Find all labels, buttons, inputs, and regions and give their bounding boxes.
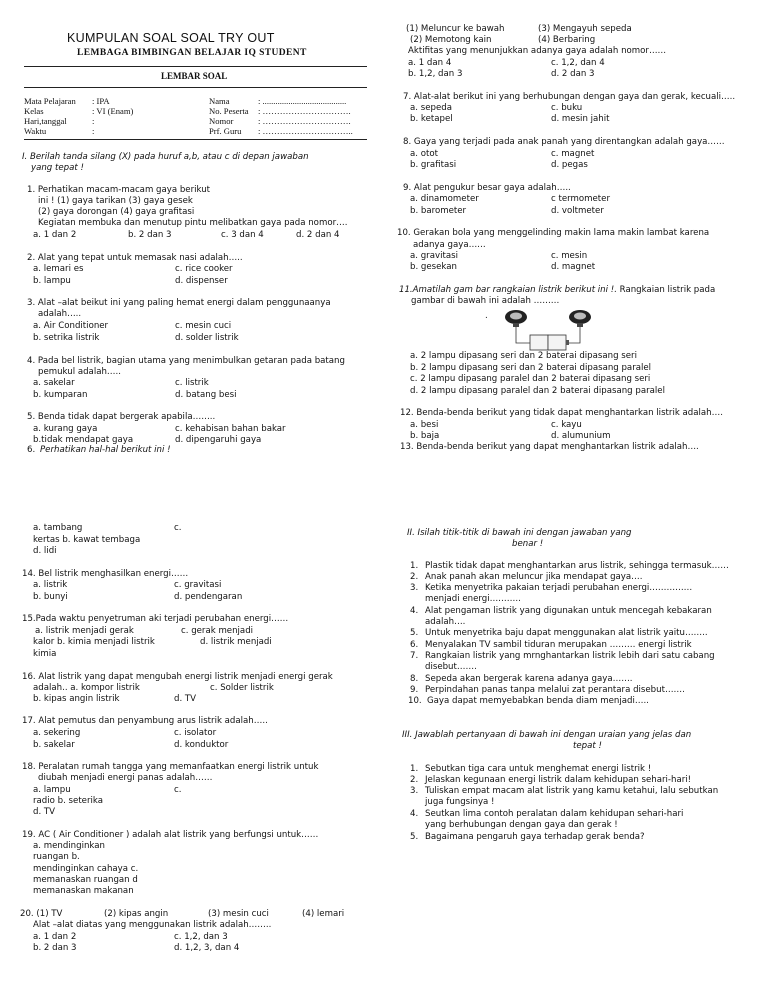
section-3-item-4: Seutkan lima contoh peralatan dalam kehidupan sehari-hari <box>425 809 684 819</box>
question-6: Perhatikan hal-hal berikut ini ! <box>40 445 171 455</box>
question-14: 14. Bel listrik menghasilkan energi…… <box>22 569 189 579</box>
question-19-line6: memanaskan makanan <box>33 886 134 896</box>
section-3-item-3-cont: juga fungsinya ! <box>425 797 495 807</box>
question-2: 2. Alat yang tepat untuk memasak nasi adalah….. <box>27 253 243 263</box>
question-16: 16. Alat listrik yang dapat mengubah energi listrik menjadi energi gerak <box>22 672 333 682</box>
question-10-option-d: d. magnet <box>551 262 596 272</box>
question-18-line2: diubah menjadi energi panas adalah…… <box>38 773 213 783</box>
question-9-option-b: b. barometer <box>410 206 467 216</box>
question-4-option-b: b. kumparan <box>33 390 88 400</box>
question-20-option-a: a. 1 dan 2 <box>33 932 77 942</box>
question-11-option-c: c. 2 lampu dipasang paralel dan 2 baterai dipasang seri <box>410 374 651 384</box>
question-19-line4: mendinginkan cahaya c. <box>33 864 139 874</box>
section-2-item-7: Rangkaian listrik yang mrnghantarkan listrik lebih dari satu cabang <box>425 651 715 661</box>
question-6-prompt: Aktifitas yang menunjukkan adanya gaya adalah nomor…… <box>408 46 667 56</box>
section-3-item-5: Bagaimana pengaruh gaya terhadap gerak benda? <box>425 832 645 842</box>
question-12-option-a: a. besi <box>410 420 439 430</box>
info-label-subject: Mata Pelajaran <box>24 96 76 106</box>
section-2-item-10: Gaya dapat memyebabkan benda diam menjadi….. <box>427 696 649 706</box>
question-18-option-a: a. lampu <box>33 785 71 795</box>
question-20: 20. (1) TV <box>20 909 63 919</box>
question-1-option-d: d. 2 dan 4 <box>296 230 340 240</box>
question-1-option-a: a. 1 dan 2 <box>33 230 77 240</box>
document-subtitle: LEMBAGA BIMBINGAN BELAJAR IQ STUDENT <box>77 48 307 58</box>
question-16-option-c: c. Solder listrik <box>210 683 274 693</box>
question-16-line2: adalah.. a. kompor listrik <box>33 683 140 693</box>
question-6-item-1: (1) Meluncur ke bawah <box>406 24 505 34</box>
question-20-option-b: b. 2 dan 3 <box>33 943 77 953</box>
question-17-option-a: a. sekering <box>33 728 81 738</box>
question-1: 1. Perhatikan macam-macam gaya berikut <box>27 185 211 195</box>
question-1-line2: ini ! (1) gaya tarikan (3) gaya gesek <box>38 196 193 206</box>
info-value-class: : VI (Enam) <box>92 106 134 116</box>
question-3-line2: adalah….. <box>38 309 82 319</box>
section-2-item-7-cont: disebut……. <box>425 662 477 672</box>
question-15-option-b-line: kalor b. kimia menjadi listrik <box>33 637 155 647</box>
question-5-option-b: b.tidak mendapat gaya <box>33 435 134 445</box>
question-6-option-c: c. <box>174 523 182 533</box>
question-10-option-a: a. gravitasi <box>410 251 458 261</box>
section-3-instruction: III. Jawablah pertanyaan di bawah ini dengan uraian yang jelas dan <box>402 730 692 740</box>
question-8-option-a: a. otot <box>410 149 438 159</box>
question-14-option-a: a. listrik <box>33 580 68 590</box>
question-15-option-d: d. listrik menjadi <box>200 637 272 647</box>
question-6-number: 6. <box>27 445 36 455</box>
question-6-item-3: (3) Mengayuh sepeda <box>538 24 632 34</box>
document-title: KUMPULAN SOAL SOAL TRY OUT <box>67 31 275 45</box>
section-2-item-9: Perpindahan panas tanpa melalui zat perantara disebut……. <box>425 685 685 695</box>
question-6-answer-b: b. 1,2, dan 3 <box>408 69 463 79</box>
question-3-option-d: d. solder listrik <box>175 333 239 343</box>
question-10-option-c: c. mesin <box>551 251 588 261</box>
question-6-answer-c: c. 1,2, dan 4 <box>551 58 605 68</box>
section-2-number-3: 3. <box>410 583 419 593</box>
question-8: 8. Gaya yang terjadi pada anak panah yang direntangkan adalah gaya…… <box>403 137 725 147</box>
question-7: 7. Alat-alat berikut ini yang berhubungan dengan gaya dan gerak, kecuali….. <box>403 92 736 102</box>
section-2-item-5: Untuk menyetrika baju dapat menggunakan alat listrik yaitu…….. <box>425 628 708 638</box>
section-2-number-6: 6. <box>410 640 419 650</box>
question-11-instruction: 11.Amatilah gam bar rangkaian listrik berikut ini !. <box>399 285 617 295</box>
info-value-name: : ....................................... <box>258 96 347 106</box>
question-2-option-a: a. lemari es <box>33 264 84 274</box>
question-17-option-b: b. sakelar <box>33 740 75 750</box>
section-2-item-3-cont: menjadi energi……….. <box>425 594 521 604</box>
question-18-option-c: c. <box>174 785 182 795</box>
info-label-class: Kelas <box>24 106 44 116</box>
section-2-number-10: 10. <box>408 696 422 706</box>
question-3-option-c: c. mesin cuci <box>175 321 232 331</box>
question-1-line3: (2) gaya dorongan (4) gaya grafitasi <box>38 207 195 217</box>
section-1-instruction: I. Berilah tanda silang (X) pada huruf a,b, atau c di depan jawaban <box>22 152 309 162</box>
info-value-participant-no: : …………………………. <box>258 106 351 116</box>
info-label-participant-no: No. Peserta <box>209 106 249 116</box>
question-7-option-d: d. mesin jahit <box>551 114 610 124</box>
section-2-number-4: 4. <box>410 606 419 616</box>
section-2-item-4: Alat pengaman listrik yang digunakan untuk mencegah kebakaran <box>425 606 712 616</box>
circuit-diagram <box>500 305 596 355</box>
battery-icon <box>530 335 569 350</box>
question-20-item-4: (4) lemari <box>302 909 345 919</box>
question-18: 18. Peralatan rumah tangga yang memanfaatkan energi listrik untuk <box>22 762 319 772</box>
question-20-option-d: d. 1,2, 3, dan 4 <box>174 943 240 953</box>
question-10-line2: adanya gaya…… <box>413 240 486 250</box>
question-8-option-c: c. magnet <box>551 149 595 159</box>
section-2-number-2: 2. <box>410 572 419 582</box>
section-2-number-5: 5. <box>410 628 419 638</box>
info-label-number: Nomor <box>209 116 234 126</box>
section-3-number-4: 4. <box>410 809 419 819</box>
section-2-item-1: Plastik tidak dapat menghantarkan arus listrik, sehingga termasuk…… <box>425 561 729 571</box>
question-11-option-a: a. 2 lampu dipasang seri dan 2 baterai dipasang seri <box>410 351 637 361</box>
question-9-option-d: d. voltmeter <box>551 206 604 216</box>
circuit-dot: . <box>485 311 488 321</box>
question-19-line3: ruangan b. <box>33 852 80 862</box>
info-label-teacher: Prf. Guru <box>209 126 242 136</box>
question-4-option-a: a. sakelar <box>33 378 75 388</box>
question-4-line2: pemukul adalah….. <box>38 367 121 377</box>
lamp-left-icon <box>505 310 527 327</box>
section-3-item-2: Jelaskan kegunaan energi listrik dalam kehidupan sehari-hari! <box>425 775 692 785</box>
question-5-option-d: d. dipengaruhi gaya <box>175 435 262 445</box>
question-15-option-e: kimia <box>33 649 57 659</box>
question-6-answer-d: d. 2 dan 3 <box>551 69 595 79</box>
question-6-item-2: (2) Memotong kain <box>410 35 492 45</box>
lamp-right-icon <box>569 310 591 327</box>
question-12: 12. Benda-benda berikut yang tidak dapat menghantarkan listrik adalah…. <box>400 408 723 418</box>
section-3-item-4-cont: yang berhubungan dengan gaya dan gerak ! <box>425 820 618 830</box>
question-1-option-c: c. 3 dan 4 <box>221 230 264 240</box>
question-2-option-c: c. rice cooker <box>175 264 233 274</box>
question-15-option-a: a. listrik menjadi gerak <box>35 626 134 636</box>
question-3-option-a: a. Air Conditioner <box>33 321 109 331</box>
question-11-option-b: b. 2 lampu dipasang seri dan 2 baterai dipasang paralel <box>410 363 652 373</box>
question-7-option-c: c. buku <box>551 103 583 113</box>
question-10-option-b: b. gesekan <box>410 262 457 272</box>
section-2-item-6: Menyalakan TV sambil tiduran merupakan ……… energi listrik <box>425 640 692 650</box>
question-17-option-c: c. isolator <box>174 728 217 738</box>
question-12-option-c: c. kayu <box>551 420 582 430</box>
question-19-line5: memanaskan ruangan d <box>33 875 138 885</box>
question-9: 9. Alat pengukur besar gaya adalah….. <box>403 183 571 193</box>
question-11 <box>399 285 715 296</box>
question-6-option-b-line: kertas b. kawat tembaga <box>33 535 141 545</box>
header-divider-bottom <box>24 139 367 140</box>
question-6-answer-a: a. 1 dan 4 <box>408 58 452 68</box>
question-17-option-d: d. konduktor <box>174 740 229 750</box>
question-18-option-d: d. TV <box>33 807 56 817</box>
question-6-option-a: a. tambang <box>33 523 83 533</box>
info-value-time: : <box>92 126 95 136</box>
section-3-instruction-cont: tepat ! <box>573 741 602 751</box>
question-12-option-d: d. alumunium <box>551 431 611 441</box>
question-14-option-c: c. gravitasi <box>174 580 222 590</box>
section-2-item-3: Ketika menyetrika pakaian terjadi perubahan energi…………… <box>425 583 693 593</box>
question-12-option-b: b. baja <box>410 431 440 441</box>
question-13: 13. Benda-benda berikut yang dapat menghantarkan listrik adalah…. <box>400 442 699 452</box>
question-17: 17. Alat pemutus dan penyambung arus listrik adalah….. <box>22 716 268 726</box>
section-2-item-2: Anak panah akan meluncur jika mendapat gaya…. <box>425 572 643 582</box>
question-15: 15.Pada waktu penyetruman aki terjadi perubahan energi…… <box>22 614 289 624</box>
question-20-item-2: (2) kipas angin <box>104 909 169 919</box>
question-3-option-b: b. setrika listrik <box>33 333 100 343</box>
section-2-number-9: 9. <box>410 685 419 695</box>
question-2-option-b: b. lampu <box>33 276 71 286</box>
question-14-option-b: b. bunyi <box>33 592 68 602</box>
question-6-option-d: d. lidi <box>33 546 57 556</box>
section-1-instruction-cont: yang tepat ! <box>31 163 84 173</box>
question-9-option-a: a. dinamometer <box>410 194 479 204</box>
question-16-option-b: b. kipas angin listrik <box>33 694 120 704</box>
question-2-option-d: d. dispenser <box>175 276 228 286</box>
question-15-option-c: c. gerak menjadi <box>181 626 254 636</box>
info-value-number: : …………………………. <box>258 116 351 126</box>
section-2-number-7: 7. <box>410 651 419 661</box>
question-3: 3. Alat –alat beikut ini yang paling hemat energi dalam penggunaanya <box>27 298 331 308</box>
question-5: 5. Benda tidak dapat bergerak apabila…….. <box>27 412 216 422</box>
section-3-item-1: Sebutkan tiga cara untuk menghemat energi listrik ! <box>425 764 652 774</box>
section-2-number-1: 1. <box>410 561 419 571</box>
section-3-number-5: 5. <box>410 832 419 842</box>
section-3-number-1: 1. <box>410 764 419 774</box>
section-2-instruction: II. Isilah titik-titik di bawah ini dengan jawaban yang <box>407 528 632 538</box>
question-4: 4. Pada bel listrik, bagian utama yang menimbulkan getaran pada batang <box>27 356 345 366</box>
info-value-subject: : IPA <box>92 96 110 106</box>
question-11-line2: gambar di bawah ini adalah ……… <box>411 296 560 306</box>
question-16-option-d: d. TV <box>174 694 197 704</box>
question-6-item-4: (4) Berbaring <box>538 35 596 45</box>
info-label-date: Hari,tanggal <box>24 116 67 126</box>
question-4-option-c: c. listrik <box>175 378 209 388</box>
section-2-item-4-cont: adalah…. <box>425 617 466 627</box>
question-5-option-c: c. kehabisan bahan bakar <box>175 424 286 434</box>
question-11-prompt: Rangkaian listrik pada <box>616 285 716 295</box>
header-divider-mid <box>24 87 367 88</box>
question-18-option-b-line: radio b. seterika <box>33 796 103 806</box>
question-1-line4: Kegiatan membuka dan menutup pintu melibatkan gaya pada nomor…. <box>38 218 348 228</box>
section-2-item-8: Sepeda akan bergerak karena adanya gaya……. <box>425 674 633 684</box>
info-label-time: Waktu <box>24 126 47 136</box>
question-14-option-d: d. pendengaran <box>174 592 243 602</box>
question-11-option-d: d. 2 lampu dipasang paralel dan 2 baterai dipasang paralel <box>410 386 665 396</box>
question-8-option-d: d. pegas <box>551 160 588 170</box>
question-20-option-c: c. 1,2, dan 3 <box>174 932 228 942</box>
section-3-item-3: Tuliskan empat macam alat listrik yang kamu ketahui, lalu sebutkan <box>425 786 719 796</box>
section-2-number-8: 8. <box>410 674 419 684</box>
section-3-number-2: 2. <box>410 775 419 785</box>
info-label-name: Nama <box>209 96 230 106</box>
info-value-date: : <box>92 116 95 126</box>
question-20-line2: Alat –alat diatas yang menggunakan listrik adalah…….. <box>33 920 272 930</box>
section-2-instruction-cont: benar ! <box>512 539 544 549</box>
section-3-number-3: 3. <box>410 786 419 796</box>
question-4-option-d: d. batang besi <box>175 390 237 400</box>
header-divider-top <box>24 66 367 67</box>
question-20-item-3: (3) mesin cuci <box>208 909 269 919</box>
question-19: 19. AC ( Air Conditioner ) adalah alat listrik yang berfungsi untuk…… <box>22 830 319 840</box>
question-8-option-b: b. grafitasi <box>410 160 457 170</box>
question-7-option-a: a. sepeda <box>410 103 452 113</box>
question-5-option-a: a. kurang gaya <box>33 424 98 434</box>
question-19-option-a: a. mendinginkan <box>33 841 105 851</box>
info-value-teacher: : ………………………….. <box>258 126 353 136</box>
question-1-option-b: b. 2 dan 3 <box>128 230 172 240</box>
question-9-option-c: c termometer <box>551 194 610 204</box>
question-7-option-b: b. ketapel <box>410 114 453 124</box>
question-10: 10. Gerakan bola yang menggelinding makin lama makin lambat karena <box>397 228 710 238</box>
sheet-label: LEMBAR SOAL <box>161 71 228 81</box>
